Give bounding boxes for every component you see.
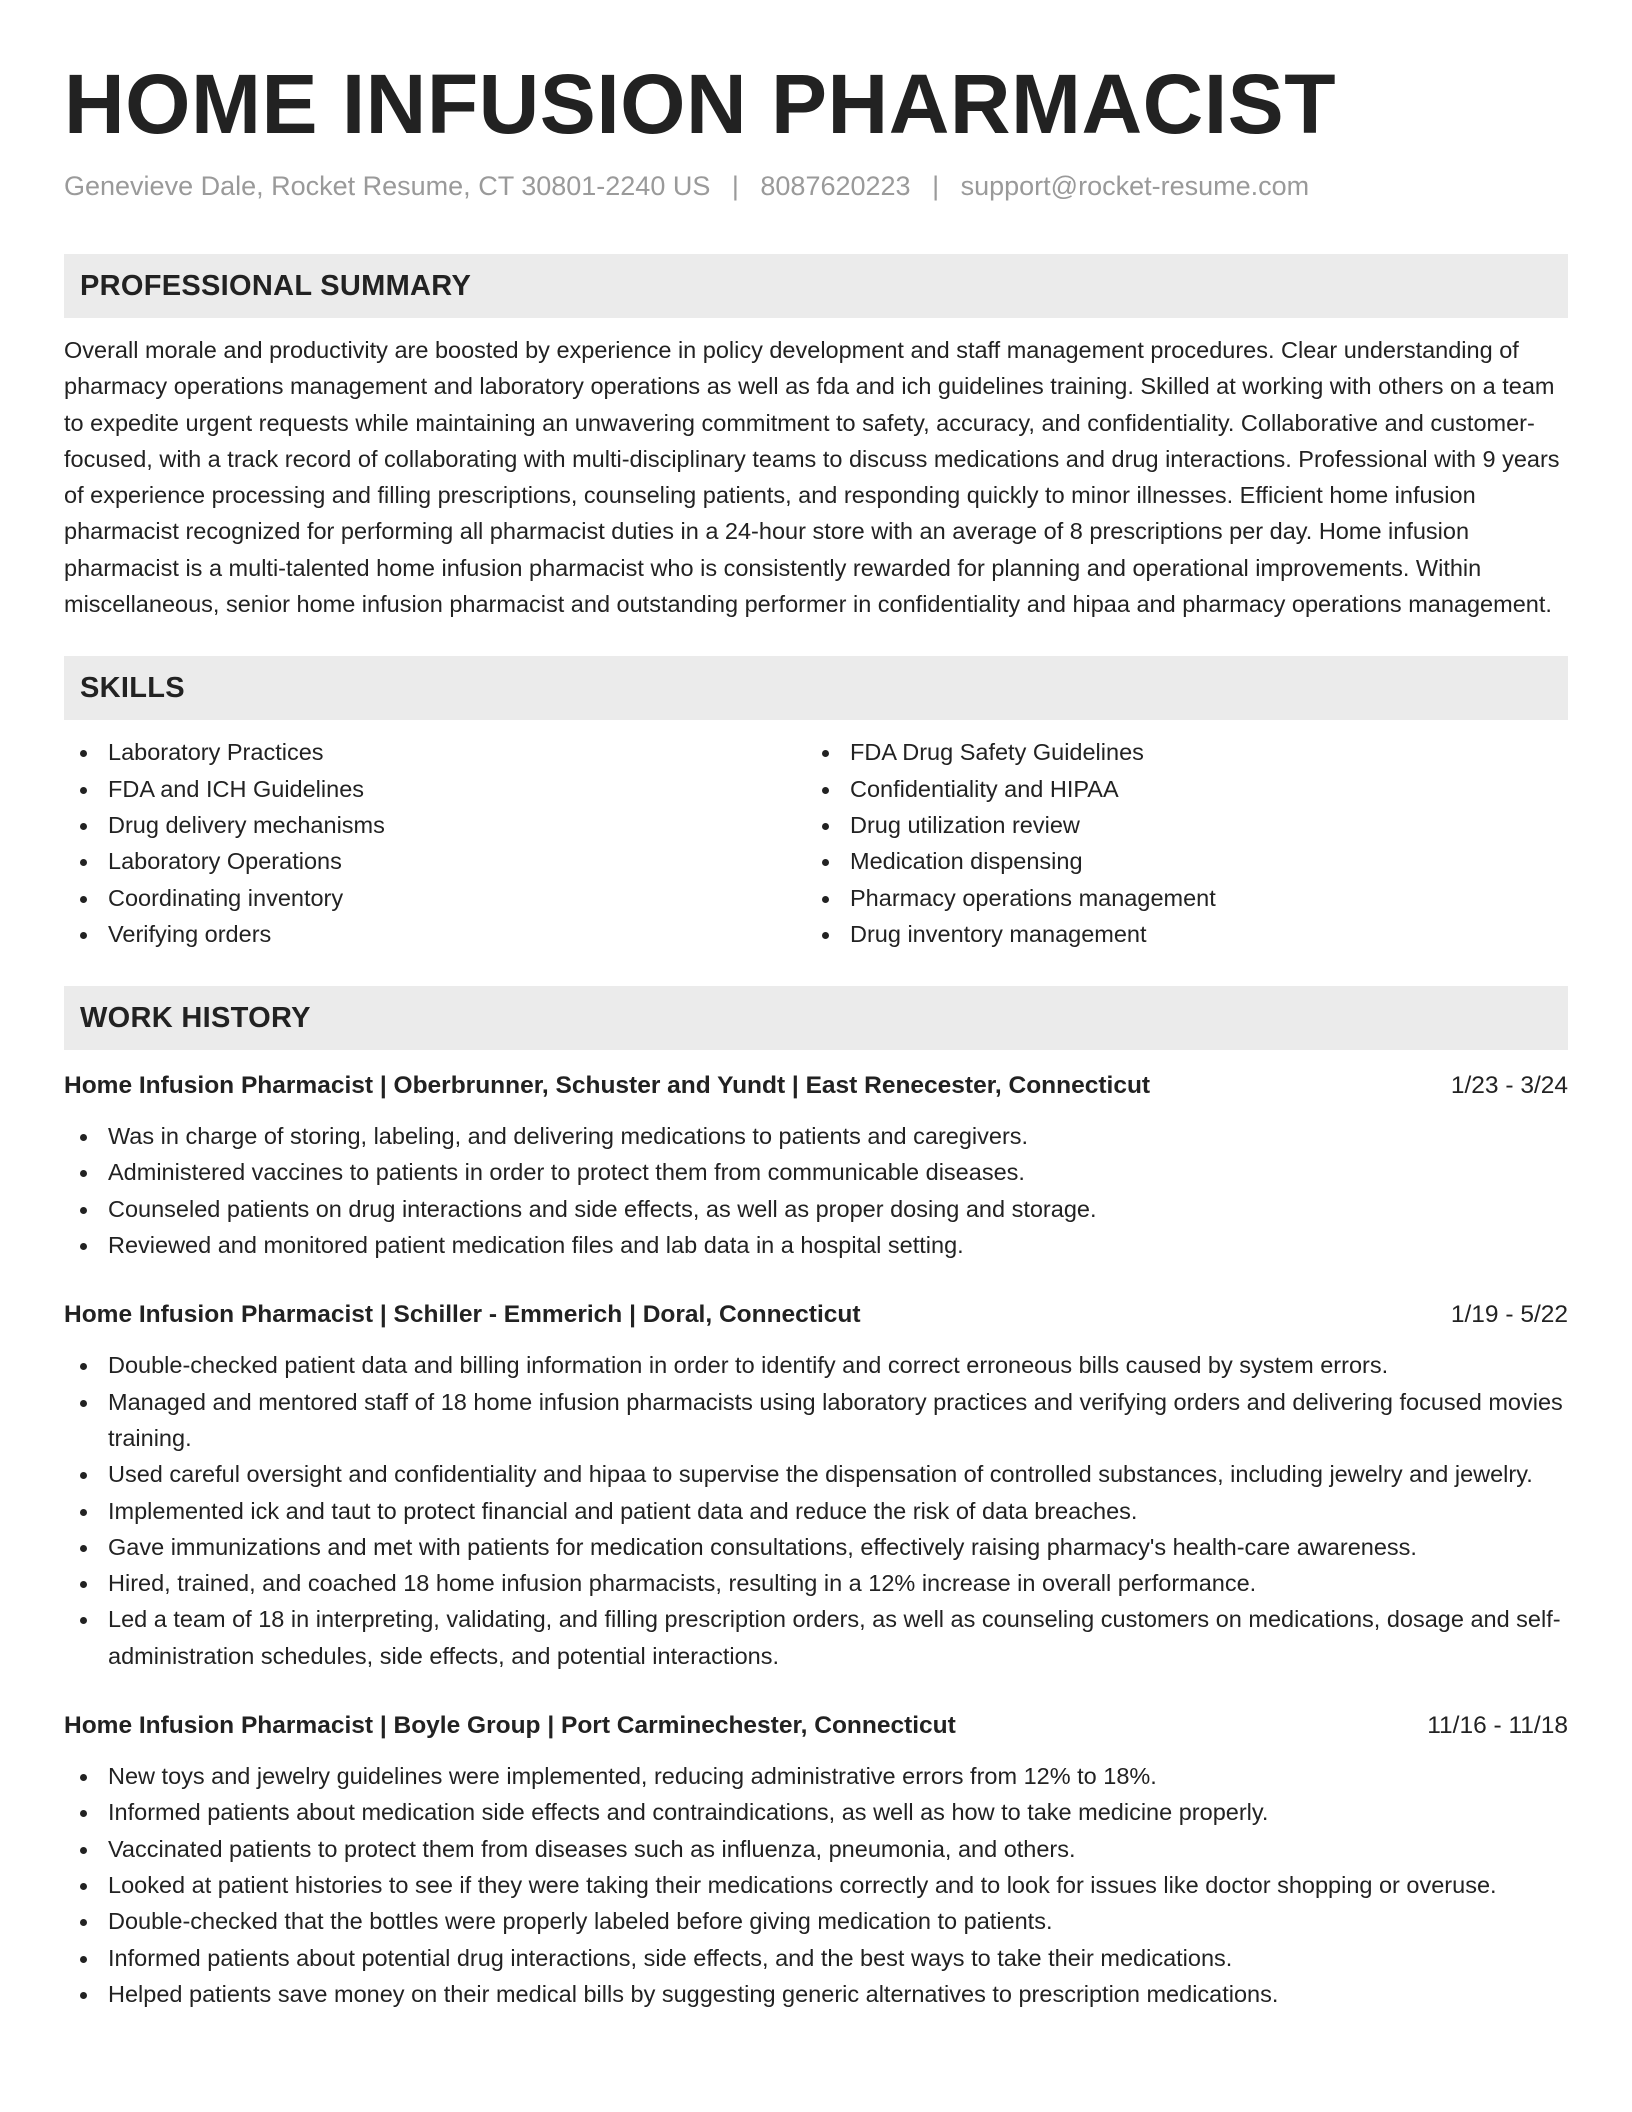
job-title: Home Infusion Pharmacist | Oberbrunner, Schuster and Yundt | East Renecester, Connecticut [64, 1072, 1151, 1100]
job-dates: 1/23 - 3/24 [1450, 1072, 1568, 1100]
job-bullet: Gave immunizations and met with patients for medication consultations, effectively raising pharmacy's health-care awareness. [64, 1529, 1568, 1565]
job-dates: 11/16 - 11/18 [1427, 1712, 1568, 1740]
skill-item: FDA Drug Safety Guidelines [806, 734, 1548, 770]
job-bullet: Administered vaccines to patients in order to protect them from communicable diseases. [64, 1154, 1568, 1190]
summary-text: Overall morale and productivity are boosted by experience in policy development and staff management procedures. Clear understanding of pharmacy operations management and laboratory operations as well as fda and ich guidelines training. Skilled at working with others on a team to expedite urgent requests while maintaining an unwavering commitment to safety, accuracy, and confidentiality. Collaborative and customer-focused, with a track record of collaborating with multi-disciplinary teams to discuss medications and drug interactions. Professional with 9 years of experience processing and filling prescriptions, counseling patients, and responding quickly to minor illnesses. Efficient home infusion pharmacist recognized for performing all pharmacist duties in a 24-hour store with an average of 8 prescriptions per day. Home infusion pharmacist is a multi-talented home infusion pharmacist who is consistently rewarded for planning and operational improvements. Within miscellaneous, senior home infusion pharmacist and outstanding performer in confidentiality and hipaa and pharmacy operations management. [64, 337, 1560, 618]
job-bullet: Informed patients about medication side effects and contraindications, as well as how to take medicine properly. [64, 1794, 1568, 1830]
job-bullet: Looked at patient histories to see if they were taking their medications correctly and to look for issues like doctor shopping or overuse. [64, 1867, 1568, 1903]
job-bullet: Led a team of 18 in interpreting, validating, and filling prescription orders, as well as counseling customers on medications, dosage and self-administration schedules, side effects, and potential interactions. [64, 1601, 1568, 1674]
skills-column-left [64, 734, 806, 952]
skill-item: Laboratory Operations [64, 843, 806, 879]
contact-separator: | [731, 171, 739, 201]
job-bullet: Informed patients about potential drug interactions, side effects, and the best ways to take their medications. [64, 1940, 1568, 1976]
job-bullet: Hired, trained, and coached 18 home infusion pharmacists, resulting in a 12% increase in overall performance. [64, 1565, 1568, 1601]
job-title: Home Infusion Pharmacist | Schiller - Emmerich | Doral, Connecticut [64, 1301, 861, 1329]
skill-item: Pharmacy operations management [806, 880, 1548, 916]
contact-line [64, 168, 1568, 204]
job-bullet: Implemented ick and taut to protect financial and patient data and reduce the risk of data breaches. [64, 1493, 1568, 1529]
job-bullet: Managed and mentored staff of 18 home infusion pharmacists using laboratory practices and verifying orders and delivering focused movies training. [64, 1384, 1568, 1457]
job-entry [64, 1068, 1568, 1263]
job-title: Home Infusion Pharmacist | Boyle Group | Port Carminechester, Connecticut [64, 1712, 956, 1740]
skill-item: FDA and ICH Guidelines [64, 771, 806, 807]
job-bullet: Was in charge of storing, labeling, and delivering medications to patients and caregivers. [64, 1118, 1568, 1154]
contact-address: Genevieve Dale, Rocket Resume, CT 30801-2240 US [64, 171, 711, 201]
skill-item: Confidentiality and HIPAA [806, 771, 1548, 807]
job-bullet: New toys and jewelry guidelines were implemented, reducing administrative errors from 12% to 18%. [64, 1758, 1568, 1794]
job-bullet: Helped patients save money on their medical bills by suggesting generic alternatives to prescription medications. [64, 1976, 1568, 2012]
skills-list [64, 734, 1568, 952]
skill-item: Verifying orders [64, 916, 806, 952]
job-bullets [64, 1118, 1568, 1263]
job-header [64, 1297, 1568, 1333]
contact-separator: | [932, 171, 940, 201]
resume-page [64, 0, 1568, 2012]
job-bullets [64, 1347, 1568, 1674]
job-dates: 1/19 - 5/22 [1450, 1301, 1568, 1329]
job-bullet: Reviewed and monitored patient medication files and lab data in a hospital setting. [64, 1227, 1568, 1263]
page-title: HOME INFUSION PHARMACIST [64, 57, 1336, 151]
work-history-heading: WORK HISTORY [64, 986, 1568, 1050]
job-bullet: Used careful oversight and confidentiality and hipaa to supervise the dispensation of controlled substances, including jewelry and jewelry. [64, 1456, 1568, 1492]
job-bullet: Double-checked that the bottles were properly labeled before giving medication to patients. [64, 1903, 1568, 1939]
job-header [64, 1068, 1568, 1104]
skill-item: Drug utilization review [806, 807, 1548, 843]
skill-item: Drug delivery mechanisms [64, 807, 806, 843]
job-bullet: Counseled patients on drug interactions and side effects, as well as proper dosing and storage. [64, 1191, 1568, 1227]
skill-item: Laboratory Practices [64, 734, 806, 770]
skill-item: Medication dispensing [806, 843, 1548, 879]
contact-phone: 8087620223 [760, 171, 911, 201]
job-bullet: Double-checked patient data and billing information in order to identify and correct erroneous bills caused by system errors. [64, 1347, 1568, 1383]
job-bullet: Vaccinated patients to protect them from diseases such as influenza, pneumonia, and others. [64, 1831, 1568, 1867]
skill-item: Coordinating inventory [64, 880, 806, 916]
contact-email: support@rocket-resume.com [960, 171, 1310, 201]
skills-heading: SKILLS [64, 656, 1568, 720]
summary-heading: PROFESSIONAL SUMMARY [64, 254, 1568, 318]
skills-column-right [806, 734, 1548, 952]
skill-item: Drug inventory management [806, 916, 1548, 952]
job-bullets [64, 1758, 1568, 2012]
job-entry [64, 1708, 1568, 2012]
job-header [64, 1708, 1568, 1744]
job-entry [64, 1297, 1568, 1674]
